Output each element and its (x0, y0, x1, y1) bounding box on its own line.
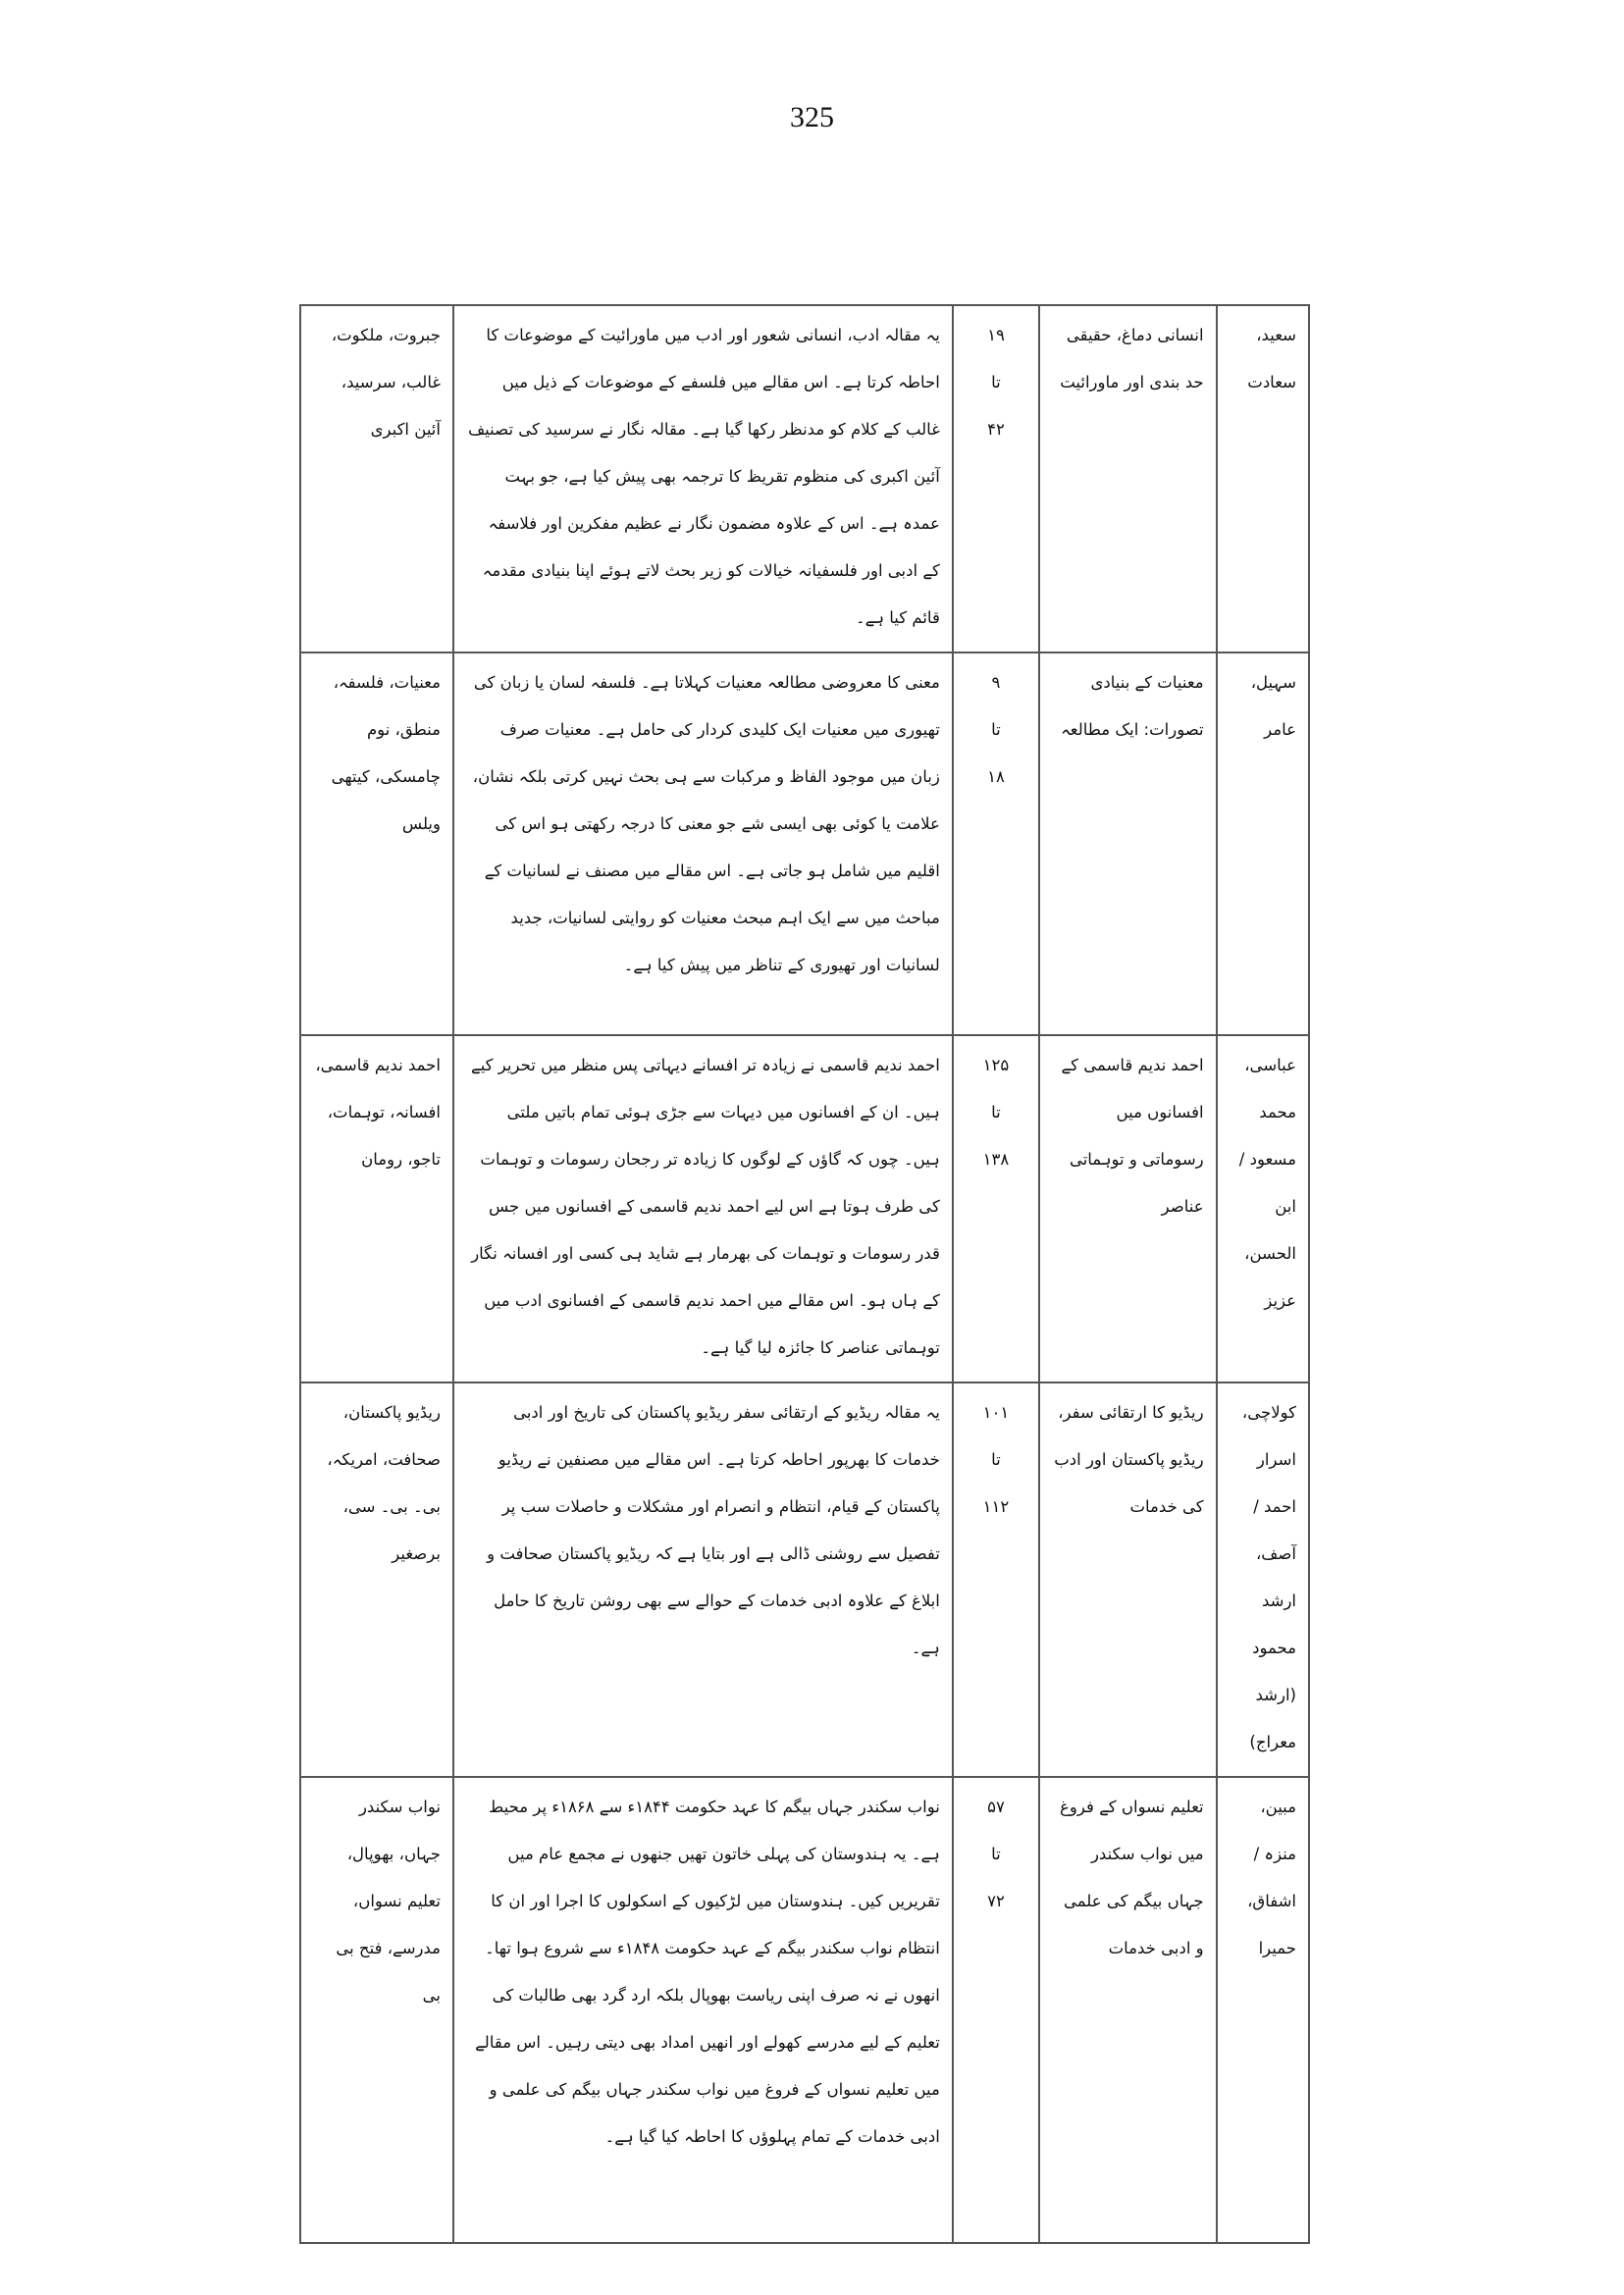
table-row (300, 305, 1309, 652)
author-cell: مبین، منزہ / اشفاق، حمیرا (1217, 1777, 1309, 2243)
page-number: 325 (790, 101, 834, 133)
page-end: ۴۲ (987, 420, 1005, 439)
author-cell: عباسی، محمد مسعود / ابن الحسن، عزیز (1217, 1035, 1309, 1382)
title-cell: انسانی دماغ، حقیقی حد بندی اور ماورائیت (1039, 305, 1217, 652)
summary-cell: یہ مقالہ ادب، انسانی شعور اور ادب میں ماورائیت کے موضوعات کا احاطہ کرتا ہے۔ اس مقالے میں فلسفے کے موضوعات کے ذیل میں غالب کے کلام کو مدنظر رکھا گیا ہے۔ مقالہ نگار نے سرسید کی تصنیف آئین اکبری کی منظوم تقریظ کا ترجمہ بھی پیش کیا ہے، جو بہت عمدہ ہے۔ اس کے علاوہ مضمون نگار نے عظیم مفکرین اور فلاسفہ کے ادبی اور فلسفیانہ خیالات کو زیر بحث لاتے ہوئے اپنا بنیادی مقدمہ قائم کیا ہے۔ (453, 305, 953, 652)
summary-cell: معنی کا معروضی مطالعہ معنیات کہلاتا ہے۔ فلسفہ لسان یا زبان کی تھیوری میں معنیات ایک کلیدی کردار کی حامل ہے۔ معنیات صرف زبان میں موجود الفاظ و مرکبات سے ہی بحث نہیں کرتی بلکہ نشان، علامت یا کوئی بھی ایسی شے جو معنی کا درجہ رکھتی ہو اس کی اقلیم میں شامل ہو جاتی ہے۔ اس مقالے میں مصنف نے لسانیات کے مباحث میں سے ایک اہم مبحث معنیات کو روایتی لسانیات، جدید لسانیات اور تھیوری کے تناظر میں پیش کیا ہے۔ (453, 652, 953, 1035)
pages-cell (953, 652, 1039, 1035)
page-start: ۱۹ (987, 326, 1005, 344)
summary-cell: یہ مقالہ ریڈیو کے ارتقائی سفر ریڈیو پاکستان کی تاریخ اور ادبی خدمات کا بھرپور احاطہ کرتا ہے۔ اس مقالے میں مصنفین نے ریڈیو پاکستان کے قیام، انتظام و انصرام اور مشکلات و حاصلات سب پر تفصیل سے روشنی ڈالی ہے اور بتایا ہے کہ ریڈیو پاکستان صحافت و ابلاغ کے علاوہ ادبی خدمات کے حوالے سے بھی روشن تاریخ کا حامل ہے۔ (453, 1382, 953, 1777)
title-cell: معنیات کے بنیادی تصورات: ایک مطالعہ (1039, 652, 1217, 1035)
author-cell: سہیل، عامر (1217, 652, 1309, 1035)
summary-cell: نواب سکندر جہاں بیگم کا عہد حکومت ۱۸۴۴ء سے ۱۸۶۸ء پر محیط ہے۔ یہ ہندوستان کی پہلی خاتون تھیں جنھوں نے مجمع عام میں تقریریں کیں۔ ہندوستان میں لڑکیوں کے اسکولوں کا اجرا اور ان کا انتظام نواب سکندر بیگم کے عہد حکومت ۱۸۴۸ء سے شروع ہوا تھا۔ انھوں نے نہ صرف اپنی ریاست بھوپال بلکہ ارد گرد بھی طالبات کی تعلیم کے لیے مدرسے کھولے اور انھیں امداد بھی دیتی رہیں۔ اس مقالے میں تعلیم نسواں کے فروغ میں نواب سکندر جہاں بیگم کی علمی و ادبی خدمات کے تمام پہلوؤں کا احاطہ کیا گیا ہے۔ (453, 1777, 953, 2243)
page-end: ۱۸ (987, 767, 1005, 786)
keywords-cell: احمد ندیم قاسمی، افسانہ، توہمات، تاجو، رومان (300, 1035, 453, 1382)
author-cell: سعید، سعادت (1217, 305, 1309, 652)
table-row (300, 652, 1309, 1035)
title-cell: ریڈیو کا ارتقائی سفر، ریڈیو پاکستان اور ادب کی خدمات (1039, 1382, 1217, 1777)
page-range-word: تا (991, 720, 1001, 739)
summary-cell: احمد ندیم قاسمی نے زیادہ تر افسانے دیہاتی پس منظر میں تحریر کیے ہیں۔ ان کے افسانوں میں دیہات سے جڑی ہوئی تمام باتیں ملتی ہیں۔ چوں کہ گاؤں کے لوگوں کا زیادہ تر رجحان رسومات و توہمات کی طرف ہوتا ہے اس لیے احمد ندیم قاسمی کے افسانوں میں جس قدر رسومات و توہمات کی بھرمار ہے شاید ہی کسی اور افسانہ نگار کے ہاں ہو۔ اس مقالے میں احمد ندیم قاسمی کے افسانوی ادب میں توہماتی عناصر کا جائزہ لیا گیا ہے۔ (453, 1035, 953, 1382)
page-start: ۱۲۵ (982, 1056, 1010, 1074)
keywords-cell: ریڈیو پاکستان، صحافت، امریکہ، بی۔ بی۔ سی، برصغیر (300, 1382, 453, 1777)
page-range-word: تا (991, 1103, 1001, 1121)
table-row (300, 1382, 1309, 1777)
keywords-cell: نواب سکندر جہاں، بھوپال، تعلیم نسواں، مدرسے، فتح بی بی (300, 1777, 453, 2243)
keywords-cell: جبروت، ملکوت، غالب، سرسید، آئین اکبری (300, 305, 453, 652)
bibliography-table (299, 304, 1310, 2244)
page-end: ۷۲ (987, 1892, 1005, 1910)
page-start: ۹ (991, 673, 1001, 692)
pages-cell (953, 1777, 1039, 2243)
table-row (300, 1777, 1309, 2243)
keywords-cell: معنیات، فلسفہ، منطق، نوم چامسکی، کیتھی ویلس (300, 652, 453, 1035)
page-end: ۱۳۸ (982, 1150, 1010, 1169)
pages-cell (953, 1382, 1039, 1777)
page-start: ۱۰۱ (982, 1403, 1010, 1422)
title-cell: تعلیم نسواں کے فروغ میں نواب سکندر جہاں بیگم کی علمی و ادبی خدمات (1039, 1777, 1217, 2243)
pages-cell (953, 1035, 1039, 1382)
title-cell: احمد ندیم قاسمی کے افسانوں میں رسوماتی و توہماتی عناصر (1039, 1035, 1217, 1382)
page-start: ۵۷ (987, 1798, 1005, 1816)
page-range-word: تا (991, 1450, 1001, 1469)
table-row (300, 1035, 1309, 1382)
page-range-word: تا (991, 1845, 1001, 1863)
page-end: ۱۱۲ (982, 1497, 1010, 1516)
author-cell: کولاچی، اسرار احمد / آصف، ارشد محمود (ارشد معراج) (1217, 1382, 1309, 1777)
pages-cell (953, 305, 1039, 652)
page-range-word: تا (991, 373, 1001, 391)
